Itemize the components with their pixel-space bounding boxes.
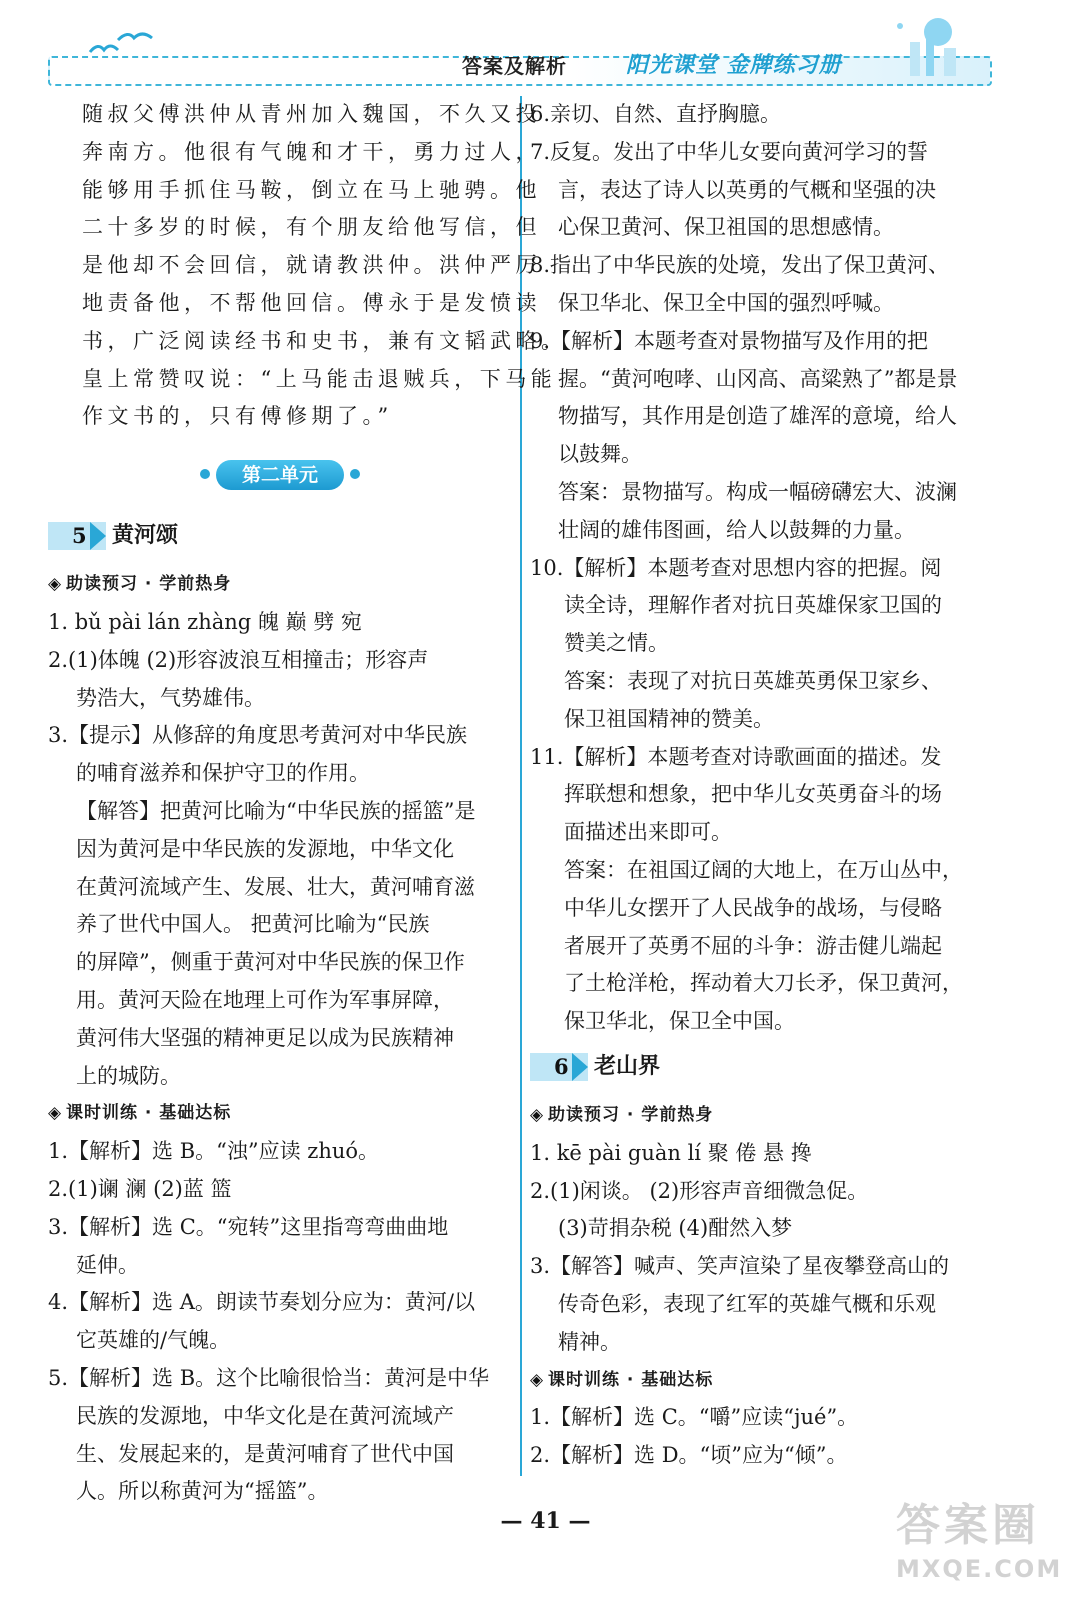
section-heading-label: 助读预习 · 学前热身	[548, 1104, 714, 1125]
answer-line: 势浩大，气势雄伟。	[76, 685, 265, 710]
section-heading	[530, 1362, 1000, 1400]
answer-line: 答案：表现了对抗日英雄英勇保卫家乡、	[564, 668, 942, 693]
answer-line: 面描述出来即可。	[564, 820, 732, 845]
answer-line: 9.【解析】本题考查对景物描写及作用的把	[530, 328, 929, 353]
text-line: 皇上常赞叹说：“上马能击退贼兵，下马能	[82, 366, 557, 391]
lesson-title: 老山界	[594, 1053, 661, 1079]
answer-line: 8.指出了中华民族的处境，发出了保卫黄河、	[530, 253, 950, 278]
chevron-right-icon	[572, 1053, 588, 1081]
answer-line: 【解答】把黄河比喻为“中华民族的摇篮”是	[76, 798, 476, 823]
answer-line: 保卫华北、保卫全中国的强烈呼喊。	[558, 290, 894, 315]
answer-line: 在黄河流域产生、发展、壮大，黄河哺育滋	[76, 874, 475, 899]
diamond-icon: ◈	[48, 574, 63, 595]
answer-line: 壮阔的雄伟图画，给人以鼓舞的力量。	[558, 517, 915, 542]
answer-line: 人。所以称黄河为“摇篮”。	[76, 1479, 329, 1504]
answer-line: 1.【解析】选 C。“嚼”应读“jué”。	[530, 1405, 859, 1430]
text-line: 地责备他，不帮他回信。傅永于是发愤读	[82, 290, 541, 315]
answer-line: 的屏障”，侧重于黄河对中华民族的保卫作	[76, 950, 465, 975]
section-heading	[48, 1095, 510, 1133]
answer-line: 言，表达了诗人以英勇的气概和坚强的决	[558, 177, 936, 202]
section-heading	[530, 1097, 1000, 1135]
header-brand: 阳光课堂 金牌练习册	[626, 53, 842, 78]
answer-line: 因为黄河是中华民族的发源地，中华文化	[76, 836, 454, 861]
lesson-heading	[530, 1045, 1000, 1089]
unit-banner	[48, 436, 510, 510]
answer-line: 2.(1)谰 澜 (2)蓝 篮	[48, 1176, 232, 1201]
answer-line: 挥联想和想象，把中华儿女英勇奋斗的场	[564, 782, 942, 807]
answer-line: 心保卫黄河、保卫祖国的思想感情。	[558, 215, 894, 240]
right-column	[530, 96, 1000, 1475]
answer-line: 7.反复。发出了中华儿女要向黄河学习的誓	[530, 139, 929, 164]
section-heading	[48, 566, 510, 604]
answer-line: 者展开了英勇不屈的斗争：游击健儿端起	[564, 933, 942, 958]
header-title: 答案及解析	[462, 54, 567, 78]
watermark-top: 答案圈	[896, 1500, 1040, 1551]
answer-line: 生、发展起来的，是黄河哺育了世代中国	[76, 1441, 454, 1466]
answer-line: (3)苛捐杂税 (4)酣然入梦	[558, 1216, 793, 1241]
left-column	[48, 96, 567, 1511]
answer-line: 传奇色彩，表现了红军的英雄气概和乐观	[558, 1291, 936, 1316]
answer-line: 2.【解析】选 D。“顷”应为“倾”。	[530, 1443, 848, 1468]
answer-line: 延伸。	[76, 1252, 139, 1277]
lesson-number: 6	[554, 1053, 569, 1079]
page-header	[0, 0, 1091, 90]
text-line: 能够用手抓住马鞍，倒立在马上驰骋。他	[82, 177, 541, 202]
answer-line: 上的城防。	[76, 1063, 181, 1088]
answer-line: 了土枪洋枪，挥动着大刀长矛，保卫黄河，	[564, 971, 963, 996]
section-heading-label: 课时训练 · 基础达标	[66, 1103, 232, 1124]
answer-line: 1. bǔ pài lán zhàng 魄 巅 劈 宛	[48, 609, 362, 634]
diamond-icon: ◈	[48, 1103, 63, 1124]
unit-title: 第二单元	[216, 460, 344, 490]
answer-line: 它英雄的/气魄。	[76, 1328, 231, 1353]
answer-line: 黄河伟大坚强的精神更足以成为民族精神	[76, 1025, 454, 1050]
answer-line: 中华儿女摆开了人民战争的战场，与侵略	[564, 895, 942, 920]
answer-line: 精神。	[558, 1329, 621, 1354]
diamond-icon: ◈	[530, 1369, 545, 1390]
answer-line: 1. kē pài guàn lí 聚 倦 悬 搀	[530, 1140, 812, 1165]
page-number: — 41 —	[500, 1508, 591, 1534]
lesson-number: 5	[72, 523, 87, 549]
section-heading-label: 课时训练 · 基础达标	[548, 1369, 714, 1390]
text-line: 二十多岁的时候，有个朋友给他写信，但	[82, 215, 541, 240]
answer-line: 3.【解析】选 C。“宛转”这里指弯弯曲曲地	[48, 1214, 449, 1239]
diamond-icon: ◈	[530, 1104, 545, 1125]
watermark	[896, 1498, 1076, 1594]
section-heading-label: 助读预习 · 学前热身	[66, 574, 232, 595]
answer-line: 养了世代中国人。 把黄河比喻为“民族	[76, 912, 430, 937]
answer-line: 1.【解析】选 B。“浊”应读 zhuó。	[48, 1139, 380, 1164]
answer-line: 3.【解答】喊声、笑声渲染了星夜攀登高山的	[530, 1254, 950, 1279]
text-line: 随叔父傅洪仲从青州加入魏国，不久又投	[82, 102, 541, 126]
text-line: 奔南方。他很有气魄和才干，勇力过人，	[82, 139, 541, 164]
chevron-right-icon	[90, 522, 106, 550]
answer-line: 10.【解析】本题考查对思想内容的把握。阅	[530, 555, 942, 580]
answer-line: 赞美之情。	[564, 631, 669, 656]
watermark-bottom: MXQE.COM	[896, 1555, 1063, 1583]
lesson-title: 黄河颂	[112, 523, 179, 549]
answer-line: 以鼓舞。	[558, 442, 642, 467]
answer-line: 5.【解析】选 B。这个比喻很恰当：黄河是中华	[48, 1365, 490, 1390]
answer-line: 用。黄河天险在地理上可作为军事屏障，	[76, 987, 454, 1012]
text-line: 作文书的，只有傅修期了。”	[82, 404, 393, 429]
answer-line: 11.【解析】本题考查对诗歌画面的描述。发	[530, 744, 942, 769]
answer-line: 保卫祖国精神的赞美。	[564, 706, 774, 731]
answer-line: 2.(1)闲谈。 (2)形容声音细微急促。	[530, 1178, 869, 1203]
text-line: 书，广泛阅读经书和史书，兼有文韬武略。	[82, 328, 567, 353]
answer-line: 答案：景物描写。构成一幅磅礴宏大、波澜	[558, 479, 957, 504]
answer-line: 民族的发源地，中华文化是在黄河流域产	[76, 1403, 454, 1428]
answer-line: 3.【提示】从修辞的角度思考黄河对中华民族	[48, 723, 468, 748]
answer-line: 答案：在祖国辽阔的大地上，在万山丛中，	[564, 857, 963, 882]
answer-line: 握。“黄河咆哮、山冈高、高粱熟了”都是景	[558, 366, 958, 391]
answer-line: 6.亲切、自然、直抒胸臆。	[530, 102, 782, 126]
answer-line: 保卫华北，保卫全中国。	[564, 1009, 795, 1034]
answer-line: 的哺育滋养和保护守卫的作用。	[76, 761, 370, 786]
answer-line: 4.【解析】选 A。朗读节奏划分应为：黄河/以	[48, 1290, 475, 1315]
answer-line: 读全诗，理解作者对抗日英雄保家卫国的	[564, 593, 942, 618]
text-line: 是他却不会回信，就请教洪仲。洪仲严厉	[82, 253, 541, 278]
lesson-heading	[48, 514, 510, 558]
answer-line: 2.(1)体魄 (2)形容波浪互相撞击；形容声	[48, 647, 429, 672]
building-icon	[880, 10, 980, 80]
answer-line: 物描写，其作用是创造了雄浑的意境，给人	[558, 404, 957, 429]
